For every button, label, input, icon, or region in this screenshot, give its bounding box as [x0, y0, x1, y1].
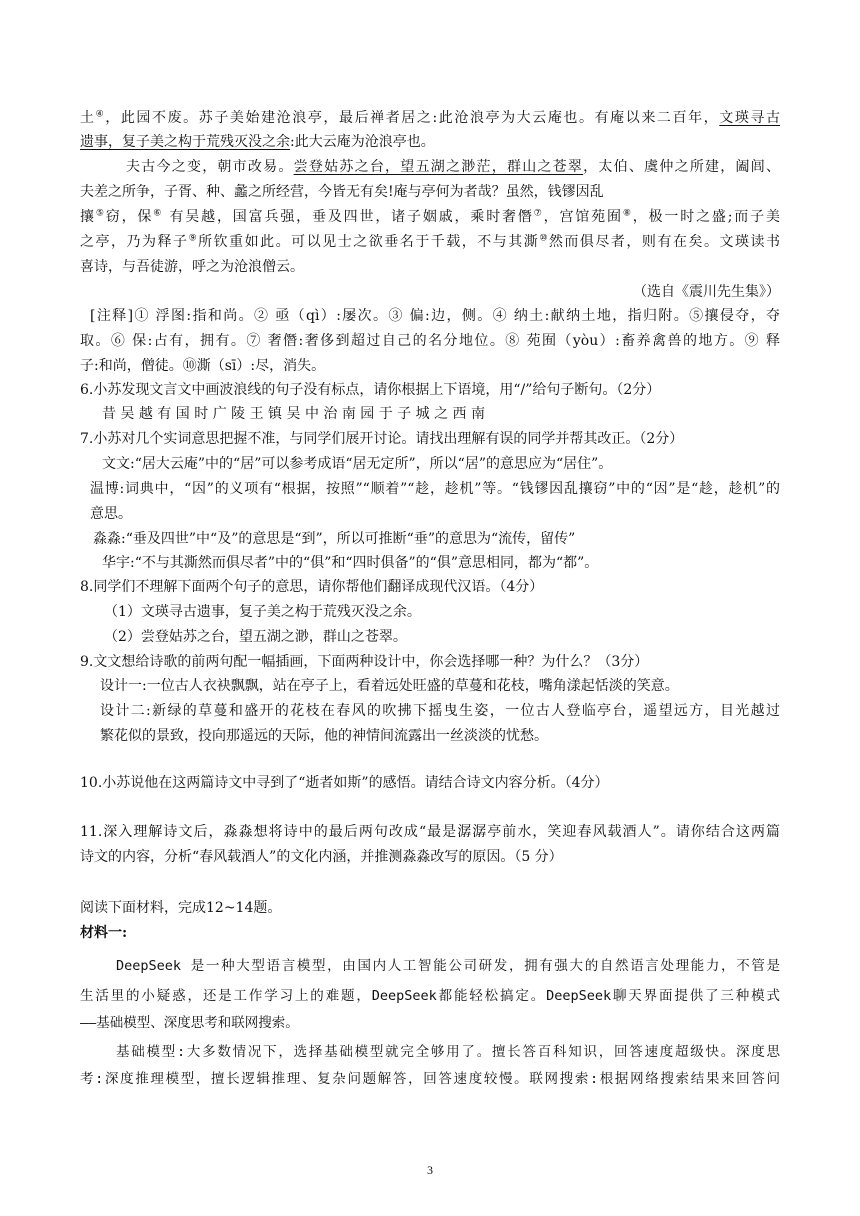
question-7-miaomiao: 淼淼:“垂及四世”中“及”的意思是“到”，所以可推断“垂”的意思为“流传，留传” [93, 531, 576, 547]
material-line-1: DeepSeek 是一种大型语言模型，由国内人工智能公司研发，拥有强大的自然语言处理能力，不管是 [116, 958, 780, 974]
question-7: 7.小苏对几个实词意思把握不准，与同学们展开讨论。请找出理解有误的同学并帮其改正。（2分） [80, 431, 684, 447]
passage-line-1: 土④，此园不废。苏子美始建沧浪亭，最后禅者居之:此沧浪亭为大云庵也。有庵以来二百年，文瑛寻古 [80, 109, 780, 126]
material-line-5: 考:深度推理模型，擅长逻辑推理、复杂问题解答，回答速度较慢。联网搜索:根据网络搜索结果来回答问 [80, 1071, 780, 1087]
passage-line-4: 夫差之所争，子胥、种、蠡之所经营，今皆无有矣!庵与亭何为者哉？虽然，钱镠因乱 [80, 184, 604, 200]
question-11-cont: 诗文的内容，分析“春风载酒人”的文化内涵，并推测淼淼改写的原因。（5 分） [80, 849, 563, 865]
reading-instruction: 阅读下面材料，完成12~14题。 [80, 900, 282, 916]
question-9-design-1: 设计一:一位古人衣袂飘飘，站在亭子上，看着远处旺盛的草蔓和花枝，嘴角漾起恬淡的笑意。 [100, 678, 679, 694]
question-10: 10.小苏说他在这两篇诗文中寻到了“逝者如斯”的感悟。请结合诗文内容分析。（4分） [80, 775, 609, 791]
question-7-wenwen: 文文:“居大云庵”中的“居”可以参考成语“居无定所”，所以“居”的意思应为“居住”。 [102, 456, 613, 472]
question-7-huayu: 华宇:“不与其澌然而俱尽者”中的“俱”和“四时俱备”的“俱”意思相同，都为“都”。 [102, 555, 599, 571]
passage-line-3: 夫古今之变，朝市改易。尝登姑苏之台，望五湖之渺茫，群山之苍翠，太伯、虞仲之所建，阖闾、 [126, 159, 780, 175]
question-8-item-2: （2）尝登姑苏之台，望五湖之渺，群山之苍翠。 [104, 629, 407, 645]
material-one-heading: 材料一: [80, 925, 128, 941]
question-6-text: 昔 吴 越 有 国 时 广 陵 王 镇 吴 中 治 南 园 于 子 城 之 西 南 [102, 406, 486, 422]
question-6: 6.小苏发现文言文中画波浪线的句子没有标点，请你根据上下语境，用“/”给句子断句。（2分） [80, 382, 661, 398]
passage-line-2: 遗事，复子美之构于荒残灭没之余:此大云庵为沧浪亭也。 [80, 134, 435, 150]
annotation-line-1: [注释]① 浮图:指和尚。② 亟（qì）:屡次。③ 偏:边，侧。④ 纳土:献纳土地，指归附。⑤攘侵夺，夺 [90, 308, 780, 324]
question-7-wenbo-cont: 意思。 [90, 506, 132, 522]
annotation-line-2: 取。⑥ 保:占有，拥有。⑦ 奢僭:奢侈到超过自己的名分地位。⑧ 苑囿（yòu）:畜养禽兽的地方。⑨ 释 [80, 333, 780, 349]
question-9-design-2-cont: 繁花似的景致，投向那遥远的天际，他的神情间流露出一丝淡淡的忧愁。 [100, 728, 548, 744]
question-8-item-1: （1）文瑛寻古遗事，复子美之构于荒残灭没之余。 [104, 604, 421, 620]
passage-line-7: 喜诗，与吾徒游，呼之为沧浪僧云。 [80, 259, 304, 275]
question-8: 8.同学们不理解下面两个句子的意思，请你帮他们翻译成现代汉语。（4分） [80, 579, 544, 595]
question-9-design-2: 设计二:新绿的草蔓和盛开的花枝在春风的吹拂下摇曳生姿，一位古人登临亭台，遥望远方，目光越过 [100, 703, 780, 719]
annotation-line-3: 子:和尚，僧徒。⑩澌（sī）:尽，消失。 [80, 358, 326, 374]
page-number: 3 [427, 1163, 433, 1177]
question-11: 11.深入理解诗文后，淼淼想将诗中的最后两句改成“最是潺潺亭前水，笑迎春风载酒人”。请你结合这两篇 [80, 824, 780, 840]
material-line-2: 生活里的小疑惑，还是工作学习上的难题，DeepSeek都能轻松搞定。DeepSeek聊天界面提供了三种模式 [80, 988, 780, 1004]
material-line-3: ——基础模型、深度思考和联网搜索。 [80, 1015, 299, 1031]
passage-line-6: 之亭，乃为释子⑨所钦重如此。可以见士之欲垂名于千载，不与其澌⑩然而俱尽者，则有在矣。文瑛读书 [80, 233, 780, 250]
source-citation: （选自《震川先生集》） [633, 284, 780, 300]
question-9: 9.文文想给诗歌的前两句配一幅插画，下面两种设计中，你会选择哪一种？为什么？（3分） [80, 654, 649, 670]
material-line-4: 基础模型:大多数情况下，选择基础模型就完全够用了。擅长答百科知识，回答速度超级快。深度思 [116, 1044, 780, 1060]
question-7-wenbo: 温博:词典中，“因”的义项有“根据，按照”“顺着”“趁，趁机”等。“钱镠因乱攘窃”中的“因”是“趁，趁机”的 [90, 481, 780, 497]
passage-line-5: 攘⑤窃，保⑥ 有吴越，国富兵强，垂及四世，诸子姻戚，乘时奢僭⑦，宫馆苑囿⑧，极一时之盛;而子美 [80, 208, 780, 225]
